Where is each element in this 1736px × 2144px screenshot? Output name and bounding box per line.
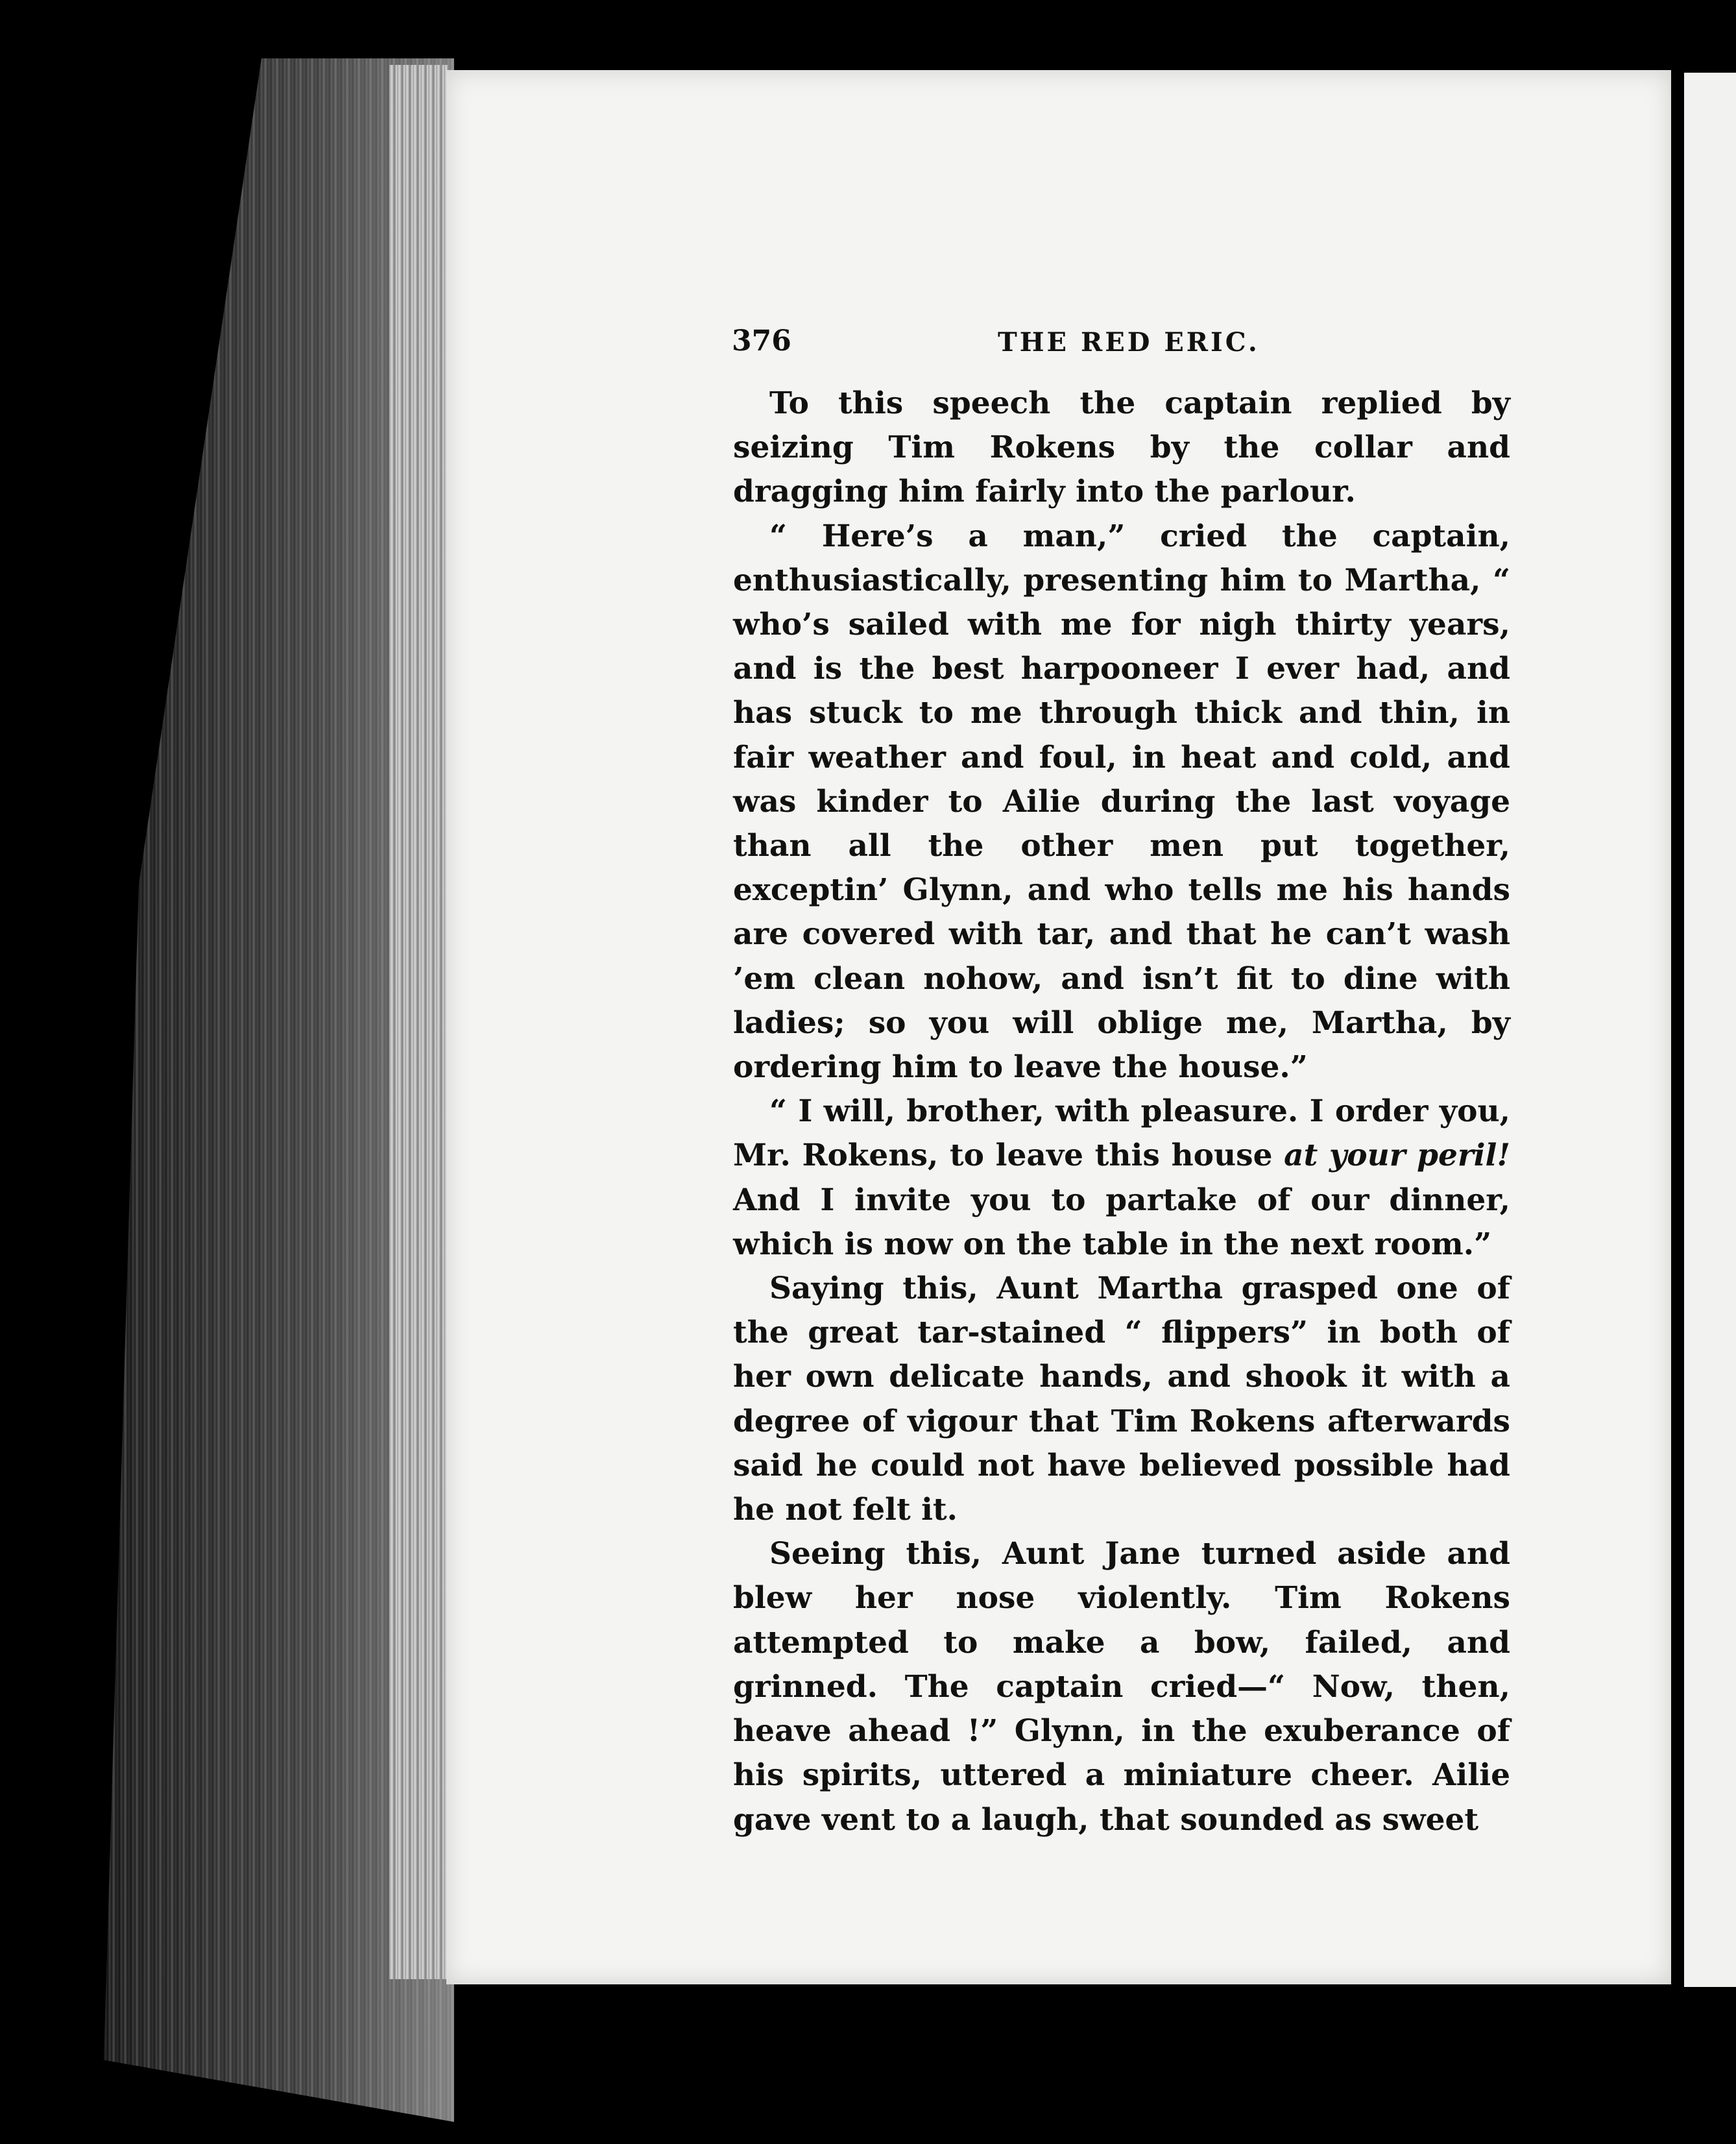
page-number: 376 <box>732 324 791 358</box>
paragraph-text: And I invite you to partake of our dinner, which is now on the table in the next room.” <box>733 1182 1510 1262</box>
paragraph: Saying this, Aunt Martha grasped one of the great tar-stained “ flippers” in both of her own delicate hands, and shook it with a degree of vigour that Tim Rokens afterwards said he could not have believed possible had he not felt it. <box>733 1271 1510 1528</box>
italic-phrase: at your peril! <box>1284 1138 1510 1174</box>
paragraph <box>733 1090 1510 1267</box>
paragraph: “ Here’s a man,” cried the captain, enthusiastically, presenting him to Martha, “ who’s sailed with me for nigh thirty years, and is the best harpooneer I ever had, and has stuck to me through thick and thin, in fair weather and foul, in heat and cold, and was kinder to Ailie during the last voyage than all the other men put together, exceptin’ Glynn, and who tells me his hands are covered with tar, and that he can’t wash ’em clean nohow, and isn’t fit to dine with ladies; so you will oblige me, Martha, by ordering him to leave the house.” <box>733 518 1510 1086</box>
body-text <box>733 382 1510 1842</box>
facing-page-edge <box>1684 73 1736 1987</box>
running-header <box>732 324 1510 363</box>
running-title: THE RED ERIC. <box>998 327 1260 358</box>
gutter-shadow <box>1672 84 1684 1986</box>
paragraph: To this speech the captain replied by seizing Tim Rokens by the collar and dragging him fairly into the parlour. <box>733 385 1510 510</box>
paragraph: Seeing this, Aunt Jane turned aside and blew her nose violently. Tim Rokens attempted to make a bow, failed, and grinned. The captain cried—“ Now, then, heave ahead !” Glynn, in the exuberance of his spirits, uttered a miniature cheer. Ailie gave vent to a laugh, that sounded as sweet <box>733 1536 1510 1838</box>
page-stack-edge <box>389 65 448 1979</box>
paragraph-text: “ I will, brother, with pleasure. I order you, Mr. Rokens, to leave this house <box>733 1093 1510 1174</box>
